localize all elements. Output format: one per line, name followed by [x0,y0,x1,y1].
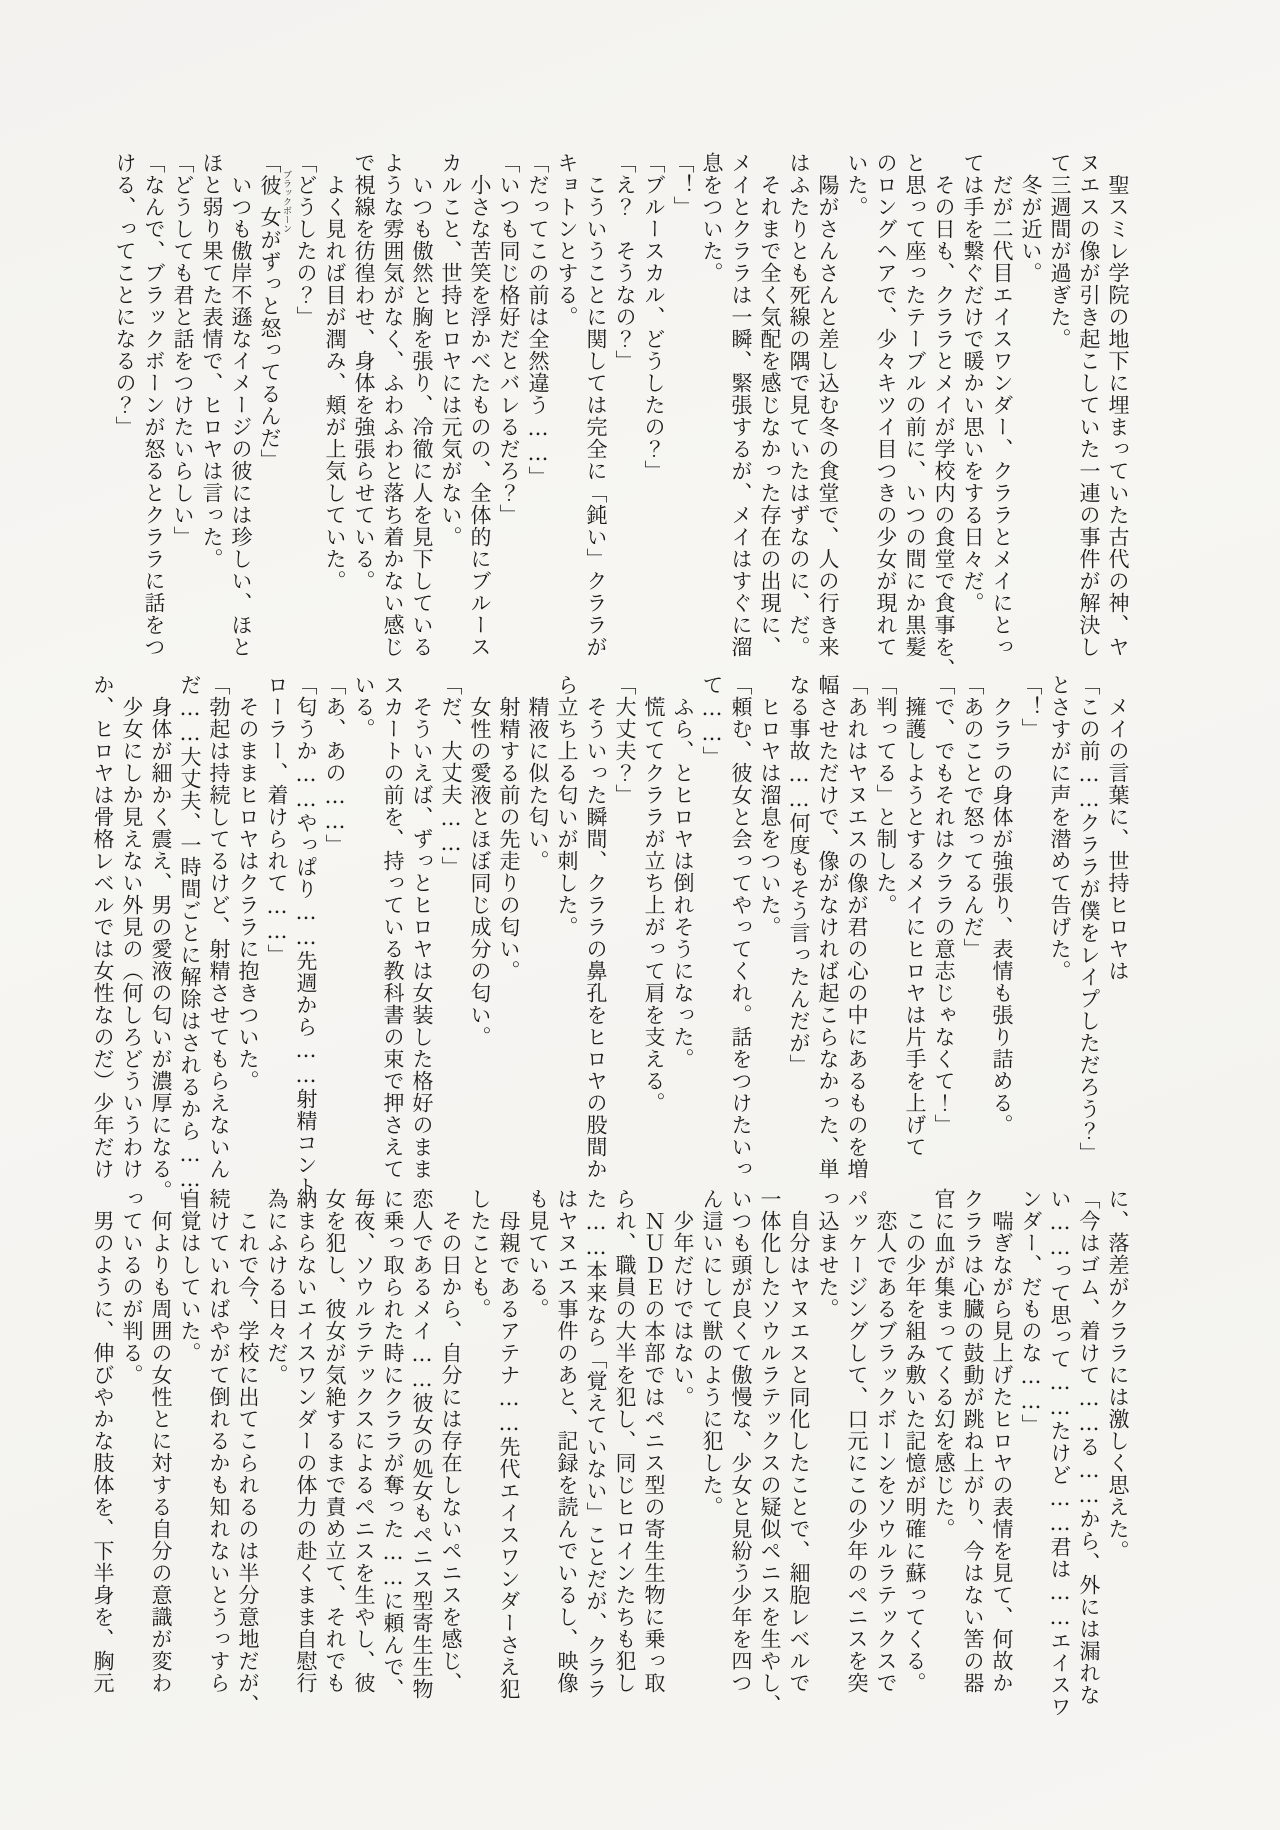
text-column: 「どうしたの？」 [294,152,318,328]
text-column: 幅させただけで、像がなければ起こらなかった、単 [816,674,840,1180]
text-column: 陽がさんさんと差し込む冬の食堂で、人の行き来 [816,152,840,658]
text-column: カルこと、世持ヒロヤには元気がない。 [439,152,463,548]
text-column: 身体が細かく震え、男の愛液の匂いが濃厚になる。 [149,674,173,1202]
text-column: 何よりも周囲の女性とに対する自分の意識が変わ [149,1188,173,1694]
text-column: なる事故……何度もそう言ったんだが」 [787,674,811,1076]
text-column: いる。 [352,674,376,740]
furigana-ruby: 彼女 ブラックボーン [258,170,291,233]
text-column: て三週間が過ぎた。 [1048,152,1072,350]
text-column: で視線を彷徨わせ、身体を強張らせている。 [352,152,376,592]
text-column: 自覚はしていた。 [178,1188,202,1364]
text-column: ける、ってことになるの？」 [113,152,137,438]
text-column: か、ヒロヤは骨格レベルでは女性なのだ）少年だけ [91,674,115,1180]
text-column: パッケージングして、口元にこの少年のペニスを突 [845,1188,869,1694]
text-column: 「！」 [671,152,695,218]
text-column: 恋人であるメイ……彼女の処女もペニス型寄生生物 [410,1188,434,1700]
text-column: と思って座ったテーブルの前に、いつの間にか黒髪 [903,152,927,658]
text-column: 射精する前の先走りの匂い。 [497,674,521,982]
text-column: この少年を組み敷いた記憶が明確に蘇ってくる。 [903,1188,927,1694]
text-column: に乗っ取られた時にクララが奪った……に頼んで、 [381,1188,405,1700]
text-column: だ……大丈夫、一時間ごとに解除はされるから……」 [178,674,202,1214]
text-column: 「あれはヤヌエスの像が君の心の中にあるものを増 [845,674,869,1180]
text-column: 冬が近い。 [1019,152,1043,284]
text-column: クララの身体が強張り、表情も張り詰める。 [990,674,1014,1136]
text-column: 「！」 [1019,674,1043,740]
text-column: したことも。 [468,1188,492,1320]
text-column: ては手を繋ぐだけで暖かい思いをする日々だ。 [961,152,985,614]
text-column: 一体化したソウルラテックスの疑似ペニスを生やし、 [758,1188,782,1716]
text-column: 喘ぎながら見上げたヒロヤの表情を見て、何故か [990,1188,1014,1694]
text-column: こういうことに関しては完全に「鈍い」クララが [584,152,608,658]
text-column: いつも傲然と胸を張り、冷徹に人を見下している [410,152,434,658]
text-column: っているのが判る。 [120,1188,144,1386]
text-column: はふたりとも死線の隅で見ていたはずなのに、だ。 [787,152,811,658]
text-column: いつも頭が良くて傲慢な、少女と見紛う少年を四つ [729,1188,753,1694]
text-column: ヌエスの像が引き起こしていた一連の事件が解決し [1077,152,1101,658]
text-band-bottom [88,1188,1132,1718]
text-column: 「判ってる」と制した。 [874,674,898,916]
text-column: られ、職員の大半を犯し、同じヒロインたちも犯し [613,1188,637,1694]
text-column: 「なんで、ブラックボーンが怒るとクララに話をつ [142,152,166,658]
text-column: 精液に似た匂い。 [526,674,550,872]
text-column: も見ている。 [526,1188,550,1320]
text-column: 「匂うか……やっぱり……先週から……射精コント [294,674,318,1198]
text-column: 為にふける日々だ。 [265,1188,289,1386]
text-column: はヤヌエス事件のあと、記録を読んでいるし、映像 [555,1188,579,1694]
text-column: 自分はヤヌエスと同化したことで、細胞レベルで [787,1188,811,1694]
text-column: 「だ、大丈夫……」 [439,674,463,878]
text-column: よく見れば目が潤み、頬が上気していた。 [323,152,347,592]
text-column: 「だってこの前は全然違う……」 [526,152,550,488]
text-column: そういえば、ずっとヒロヤは女装した格好のまま [410,674,434,1180]
text-column: 恋人であるブラックボーンをソウルラテックスで [874,1188,898,1694]
text-column: そのままヒロヤはクララに抱きついた。 [236,674,260,1092]
text-column: メイとクララは一瞬、緊張するが、メイはすぐに溜 [729,152,753,658]
text-column: そういった瞬間、クララの鼻孔をヒロヤの股間か [584,674,608,1180]
text-column: っ込ませた。 [816,1188,840,1320]
text-column: ふら、とヒロヤは倒れそうになった。 [671,674,695,1070]
text-column: 「今はゴム、着けて……る……から、外には漏れな [1077,1188,1101,1706]
text-column: ほと弱り果てた表情で、ヒロヤは言った。 [200,152,224,570]
text-column: いた。 [845,152,869,218]
text-column: 小さな苦笑を浮かべたものの、全体的にブルース [468,152,492,658]
text-column: 聖スミレ学院の地下に埋まっていた古代の神、ヤ [1106,152,1130,658]
text-column: それまで全く気配を感じなかった存在の出現に、 [758,152,782,658]
text-column: とさすがに声を潜めて告げた。 [1048,674,1072,982]
text-column: 息をついた。 [700,152,724,284]
text-column: 官に血が集まってくる幻を感じた。 [932,1188,956,1540]
text-column: 「勃起は持続してるけど、射精させてもらえないん [207,674,231,1180]
text-column: 「この前……クララが僕をレイプしただろう？」 [1077,674,1101,1164]
text-column: 「え？ そうなの？」 [613,152,637,372]
text-column: 女性の愛液とほぼ同じ成分の匂い。 [468,674,492,1048]
text-column: 「いつも同じ格好だとバレるだろ？」 [497,152,521,526]
text-column: 少女にしか見えない外見の（何しろどういうわけ [120,674,144,1180]
text-column: いつも傲岸不遜なイメージの彼には珍しい、ほと [229,152,253,658]
text-column: 「で、でもそれはクララの意志じゃなくて！」 [932,674,956,1136]
text-column: メイの言葉に、世持ヒロヤは [1106,674,1130,982]
text-column: 続けていればやがて倒れるかも知れないとうっすら [207,1188,231,1694]
text-column: 母親であるアテナ……先代エイスワンダーさえ犯 [497,1188,521,1700]
text-column: い……って思って……たけど……君は……エイスワ [1048,1188,1072,1718]
text-column: これで今、学校に出てこられるのは半分意地だが、 [236,1188,260,1716]
text-column: 慌ててクララが立ち上がって肩を支える。 [642,674,666,1114]
text-column: クララは心臓の鼓動が跳ね上がり、今はない筈の器 [961,1188,985,1694]
text-column: その日も、クララとメイが学校内の食堂で食事を、 [932,152,956,680]
text-column: ん這いにして獣のように犯した。 [700,1188,724,1518]
text-column: 毎夜、ソウルラテックスによるペニスを生やし、彼 [352,1188,376,1694]
text-column: ローラー、着けられて……」 [265,674,289,966]
text-band-top [110,152,1132,680]
text-column: 「頼む、彼女と会ってやってくれ。話をつけたいっ [729,674,753,1180]
text-column: 「どうしても君と話をつけたいらしい」 [171,152,195,548]
text-column: のロングヘアで、少々キツイ目つきの少女が現れて [874,152,898,658]
text-column: その日から、自分には存在しないペニスを感じ、 [439,1188,463,1694]
text-column: 「彼女 ブラックボーンがずっと怒ってるんだ」 [258,152,291,471]
text-column: 擁護しようとするメイにヒロヤは片手を上げて [903,674,927,1158]
text-column: ヒロヤは溜息をついた。 [758,674,782,938]
text-column: 「あ、あの……」 [323,674,347,856]
text-column: 男のように、伸びやかな肢体を、下半身を、胸元 [91,1188,115,1694]
text-column: ンダー、だものな……」 [1019,1188,1043,1436]
text-column: 「大丈夫？」 [613,674,637,806]
text-column: 「あのことで怒ってるんだ」 [961,674,985,960]
text-column: 「ブルースカル、どうしたの？」 [642,152,666,482]
text-band-middle [88,674,1132,1214]
text-column: ような雰囲気がなく、ふわふわと落ち着かない感じ [381,152,405,658]
text-column: 女を犯し、彼女が気絶するまで責め立て、それでも [323,1188,347,1694]
text-column: ＮＵＤＥの本部ではペニス型の寄生生物に乗っ取 [642,1188,666,1694]
text-column: 少年だけではない。 [671,1188,695,1408]
text-column: た……本来なら「覚えていない」ことだが、クララ [584,1188,608,1700]
text-column: だが二代目エイスワンダー、クララとメイにとっ [990,152,1014,658]
text-column: に、落差がクララには激しく思えた。 [1106,1188,1130,1562]
text-column: 納まらないエイスワンダーの体力の赴くまま自慰行 [294,1188,318,1694]
text-column: ら立ち上る匂いが刺した。 [555,674,579,938]
text-column: て……」 [700,674,724,768]
text-column: スカートの前を、持っている教科書の束で押さえて [381,674,405,1180]
text-column: キョトンとする。 [555,152,579,328]
